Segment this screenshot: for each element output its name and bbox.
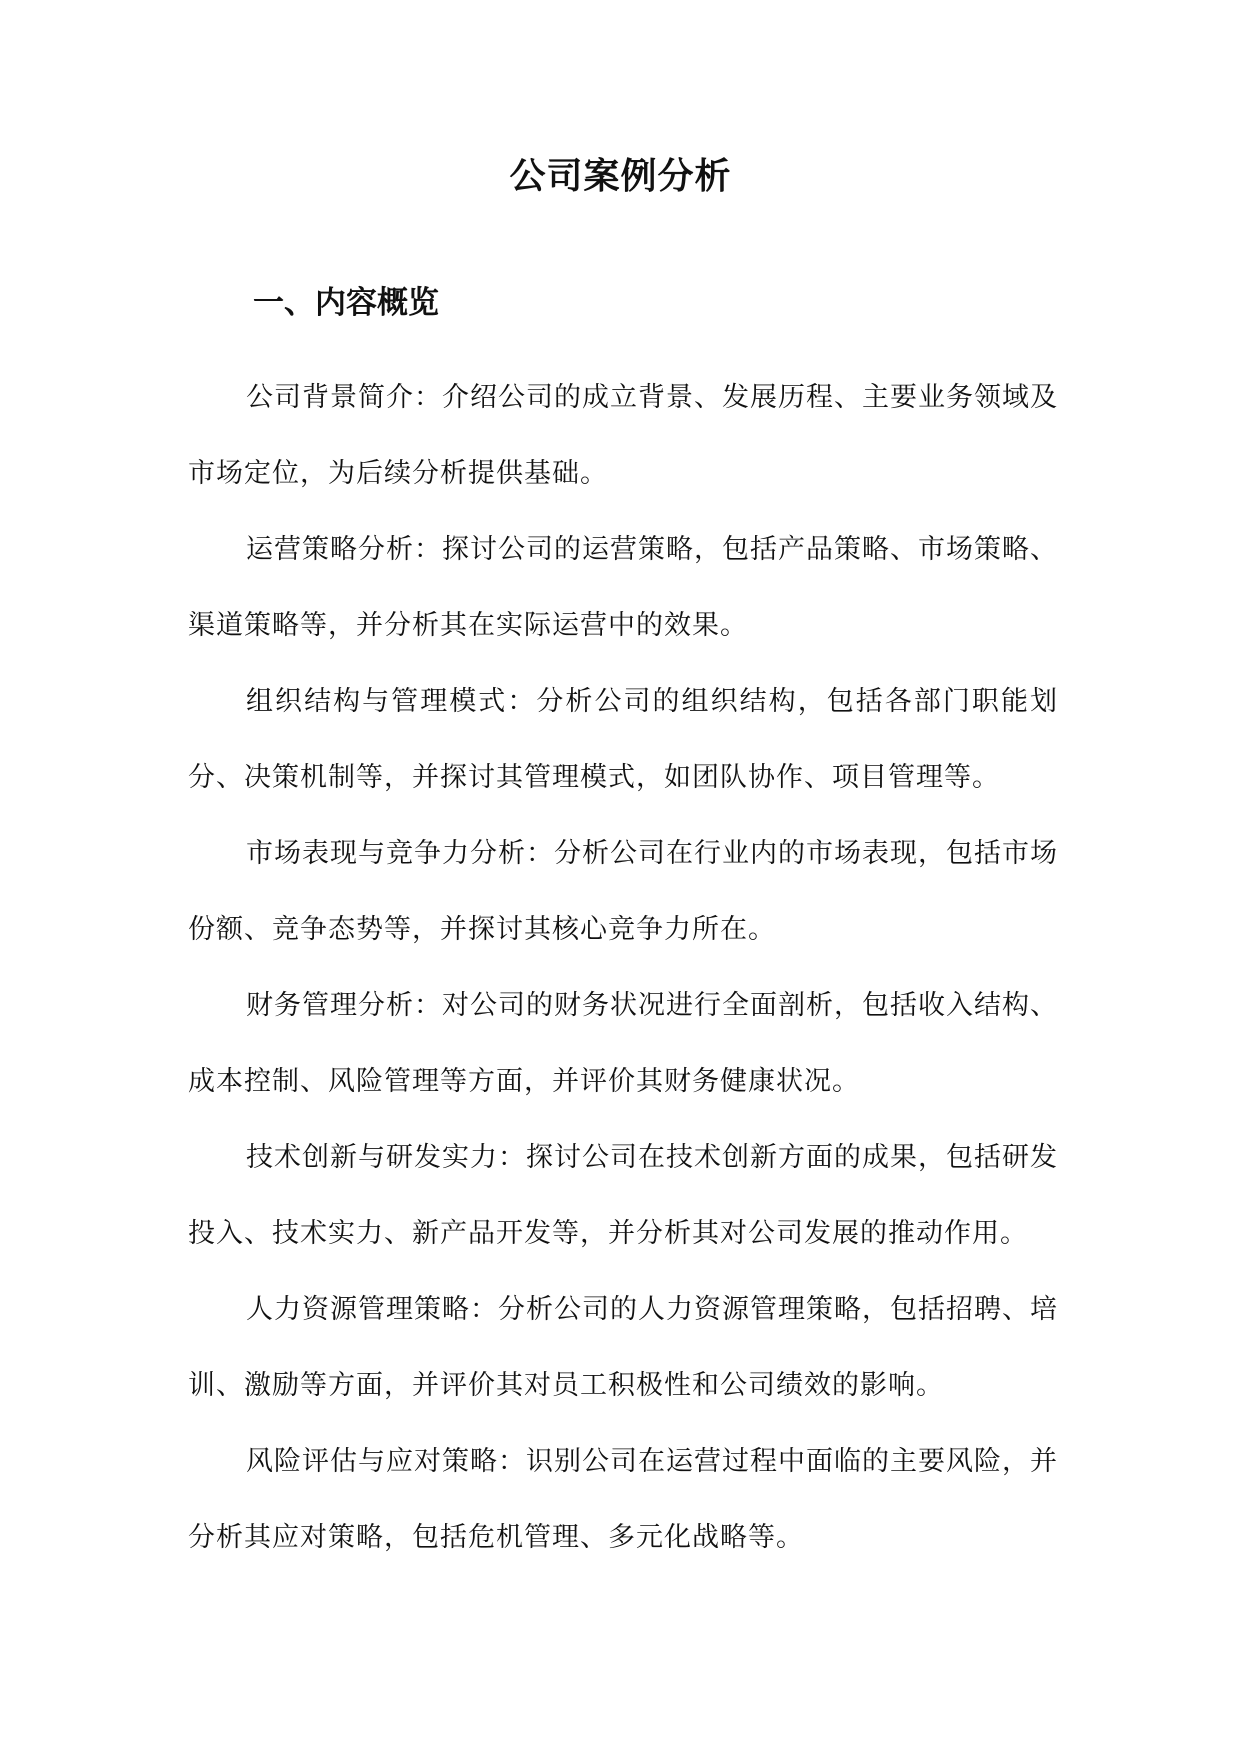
section-heading: 一、内容概览 <box>253 285 439 321</box>
document-title: 公司案例分析 <box>509 155 732 197</box>
paragraph-human-resources: 人力资源管理策略：分析公司的人力资源管理策略，包括招聘、培训、激励等方面，并评价其对员工积极性和公司绩效的影响。 <box>188 1294 1058 1401</box>
paragraph-operation-strategy: 运营策略分析：探讨公司的运营策略，包括产品策略、市场策略、渠道策略等，并分析其在实际运营中的效果。 <box>188 534 1058 641</box>
paragraph-organization-structure: 组织结构与管理模式：分析公司的组织结构，包括各部门职能划分、决策机制等，并探讨其管理模式，如团队协作、项目管理等。 <box>188 686 1058 793</box>
paragraph-market-performance: 市场表现与竞争力分析：分析公司在行业内的市场表现，包括市场份额、竞争态势等，并探讨其核心竞争力所在。 <box>188 838 1058 945</box>
content-body <box>188 360 1058 1576</box>
paragraph-tech-innovation: 技术创新与研发实力：探讨公司在技术创新方面的成果，包括研发投入、技术实力、新产品开发等，并分析其对公司发展的推动作用。 <box>188 1142 1058 1249</box>
paragraph-financial-management: 财务管理分析：对公司的财务状况进行全面剖析，包括收入结构、成本控制、风险管理等方面，并评价其财务健康状况。 <box>188 990 1058 1097</box>
paragraph-company-background: 公司背景简介：介绍公司的成立背景、发展历程、主要业务领域及市场定位，为后续分析提供基础。 <box>188 382 1058 489</box>
paragraph-risk-assessment: 风险评估与应对策略：识别公司在运营过程中面临的主要风险，并分析其应对策略，包括危机管理、多元化战略等。 <box>188 1446 1058 1553</box>
